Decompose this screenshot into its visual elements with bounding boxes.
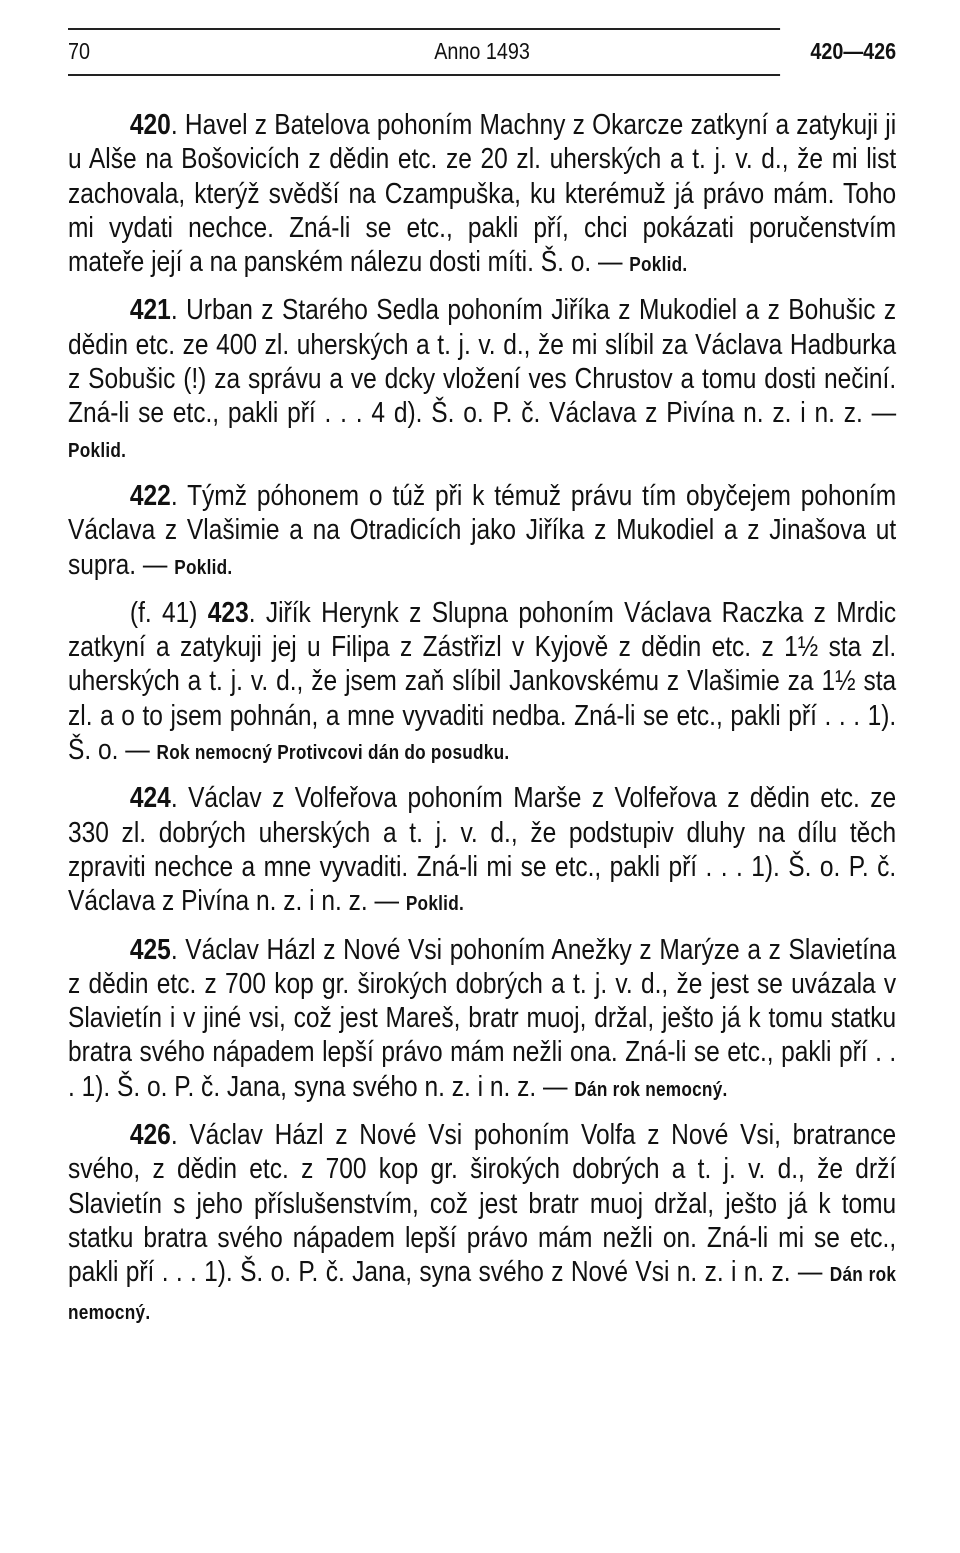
- entry-text: . Václav Házl z Nové Vsi pohoním Volfa z Nové Vsi, bratrance svého, z dědin etc. z 700 kop gr. širokých dobrých a t. j. v. d., že drží Slavietín s jeho příslušenstvím, což jest bratr muoj držal, ješto já k tomu statku bratra svého nápadem lepší právo mám nežli on. Zná-li mi se etc., pakli pří . . . 1). Š. o. P. č. Jana, syna svého z Nové Vsi n. z. i n. z. —: [68, 1119, 897, 1289]
- entry-note: Poklid.: [629, 254, 688, 277]
- entry-note: Poklid.: [174, 556, 233, 579]
- entry-text: . Jiřík Herynk z Slupna pohoním Václava Raczka z Mrdic zatkyní a zatykuji jej u Filipa z Zástřizl v Kyjově z dědin etc. z 1½ sta zl. uherských a t. j. v. d., že jsem zaň slíbil Jankovskému z Vlašimie za 1½ sta zl. a o to jsem pohnán, a mne vyvaditi nedba. Zná-li se etc., pakli pří . . . 1). Š. o. —: [68, 596, 897, 767]
- entry-text: . Urban z Starého Sedla pohoním Jiříka z Mukodiel a z Bohušic z dědin etc. ze 400 zl. uherských a t. j. v. d., že mi slíbil za Václava Hadburka z Sobušic (!) za správu a ve dcky vložení ves Chrustov a tomu dosti nečiní. Zná-li se etc., pakli pří . . . 4 d). Š. o. P. č. Václava z Pivína n. z. i n. z. —: [68, 294, 897, 430]
- entry-range: 420—426: [810, 38, 897, 64]
- entry-note: Dán rok nemocný.: [574, 1078, 728, 1101]
- running-title: Anno 1493: [434, 38, 530, 64]
- entry-number: 424: [129, 782, 171, 815]
- page-number: 70: [68, 38, 91, 64]
- entry-number: 425: [129, 933, 171, 966]
- entry-note: Rok nemocný Protivcovi dán do posudku.: [156, 742, 510, 765]
- entry-424: [68, 781, 896, 921]
- entry-number: 423: [207, 596, 249, 629]
- entry-number: 421: [129, 294, 171, 327]
- entry-420: [68, 108, 896, 282]
- entry-text: . Václav Házl z Nové Vsi pohoním Anežky z Marýze a z Slavietína z dědin etc. z 700 kop gr. širokých dobrých a t. j. v. d., že jest se uvázala v Slavietín i v jiné vsi, což jest Mareš, bratr muoj, držal, ješto já k tomu statku bratra svého nápadem lepší právo mám nežli ona. Zná-li se etc., pakli pří . . . 1). Š. o. P. č. Jana, syna svého n. z. i n. z. —: [68, 933, 897, 1103]
- entry-number: 426: [129, 1119, 171, 1152]
- entry-text: . Týmž póhonem o túž při k témuž právu tím obyčejem pohoním Václava z Vlašimie a na Otradicích jako Jiříka z Mukodiel a z Jinašova ut supra. —: [68, 479, 897, 581]
- entry-number: 420: [129, 109, 171, 141]
- entry-426: [68, 1118, 896, 1330]
- entry-text: . Havel z Batelova pohoním Machny z Okarcze zatkyní a zatykuji ji u Alše na Bošovicích z dědin etc. ze 20 zl. uherských a t. j. v. d., že mi list zachovala, kterýž svědší na Czampuška, ku kterémuž já právo mám. Toho mi vydati nechce. Zná-li se etc., pakli pří, chci pokázati poručenstvím mateře její a na panském nálezu dosti míti. Š. o. —: [68, 109, 897, 279]
- entry-note: Poklid.: [405, 893, 465, 916]
- entry-422: [68, 479, 896, 585]
- document-body: [68, 108, 896, 1330]
- entry-note: Dán rok nemocný.: [68, 1264, 897, 1324]
- entry-note: Poklid.: [68, 439, 127, 462]
- page: [68, 28, 896, 1341]
- entry-423: [68, 596, 896, 770]
- entry-prefix: (f. 41): [129, 596, 208, 629]
- entry-425: [68, 933, 896, 1107]
- running-header: [68, 28, 897, 76]
- entry-421: [68, 293, 896, 467]
- entry-text: . Václav z Volfeřova pohoním Marše z Volfeřova z dědin etc. ze 330 zl. dobrých uherských a t. j. v. d., že podstupiv dluhy na dílu těch zpraviti nechce a mne vyvaditi. Zná-li mi se etc., pakli pří . . . 1). Š. o. P. č. Václava z Pivína n. z. i n. z. —: [68, 782, 897, 918]
- entry-number: 422: [129, 479, 171, 512]
